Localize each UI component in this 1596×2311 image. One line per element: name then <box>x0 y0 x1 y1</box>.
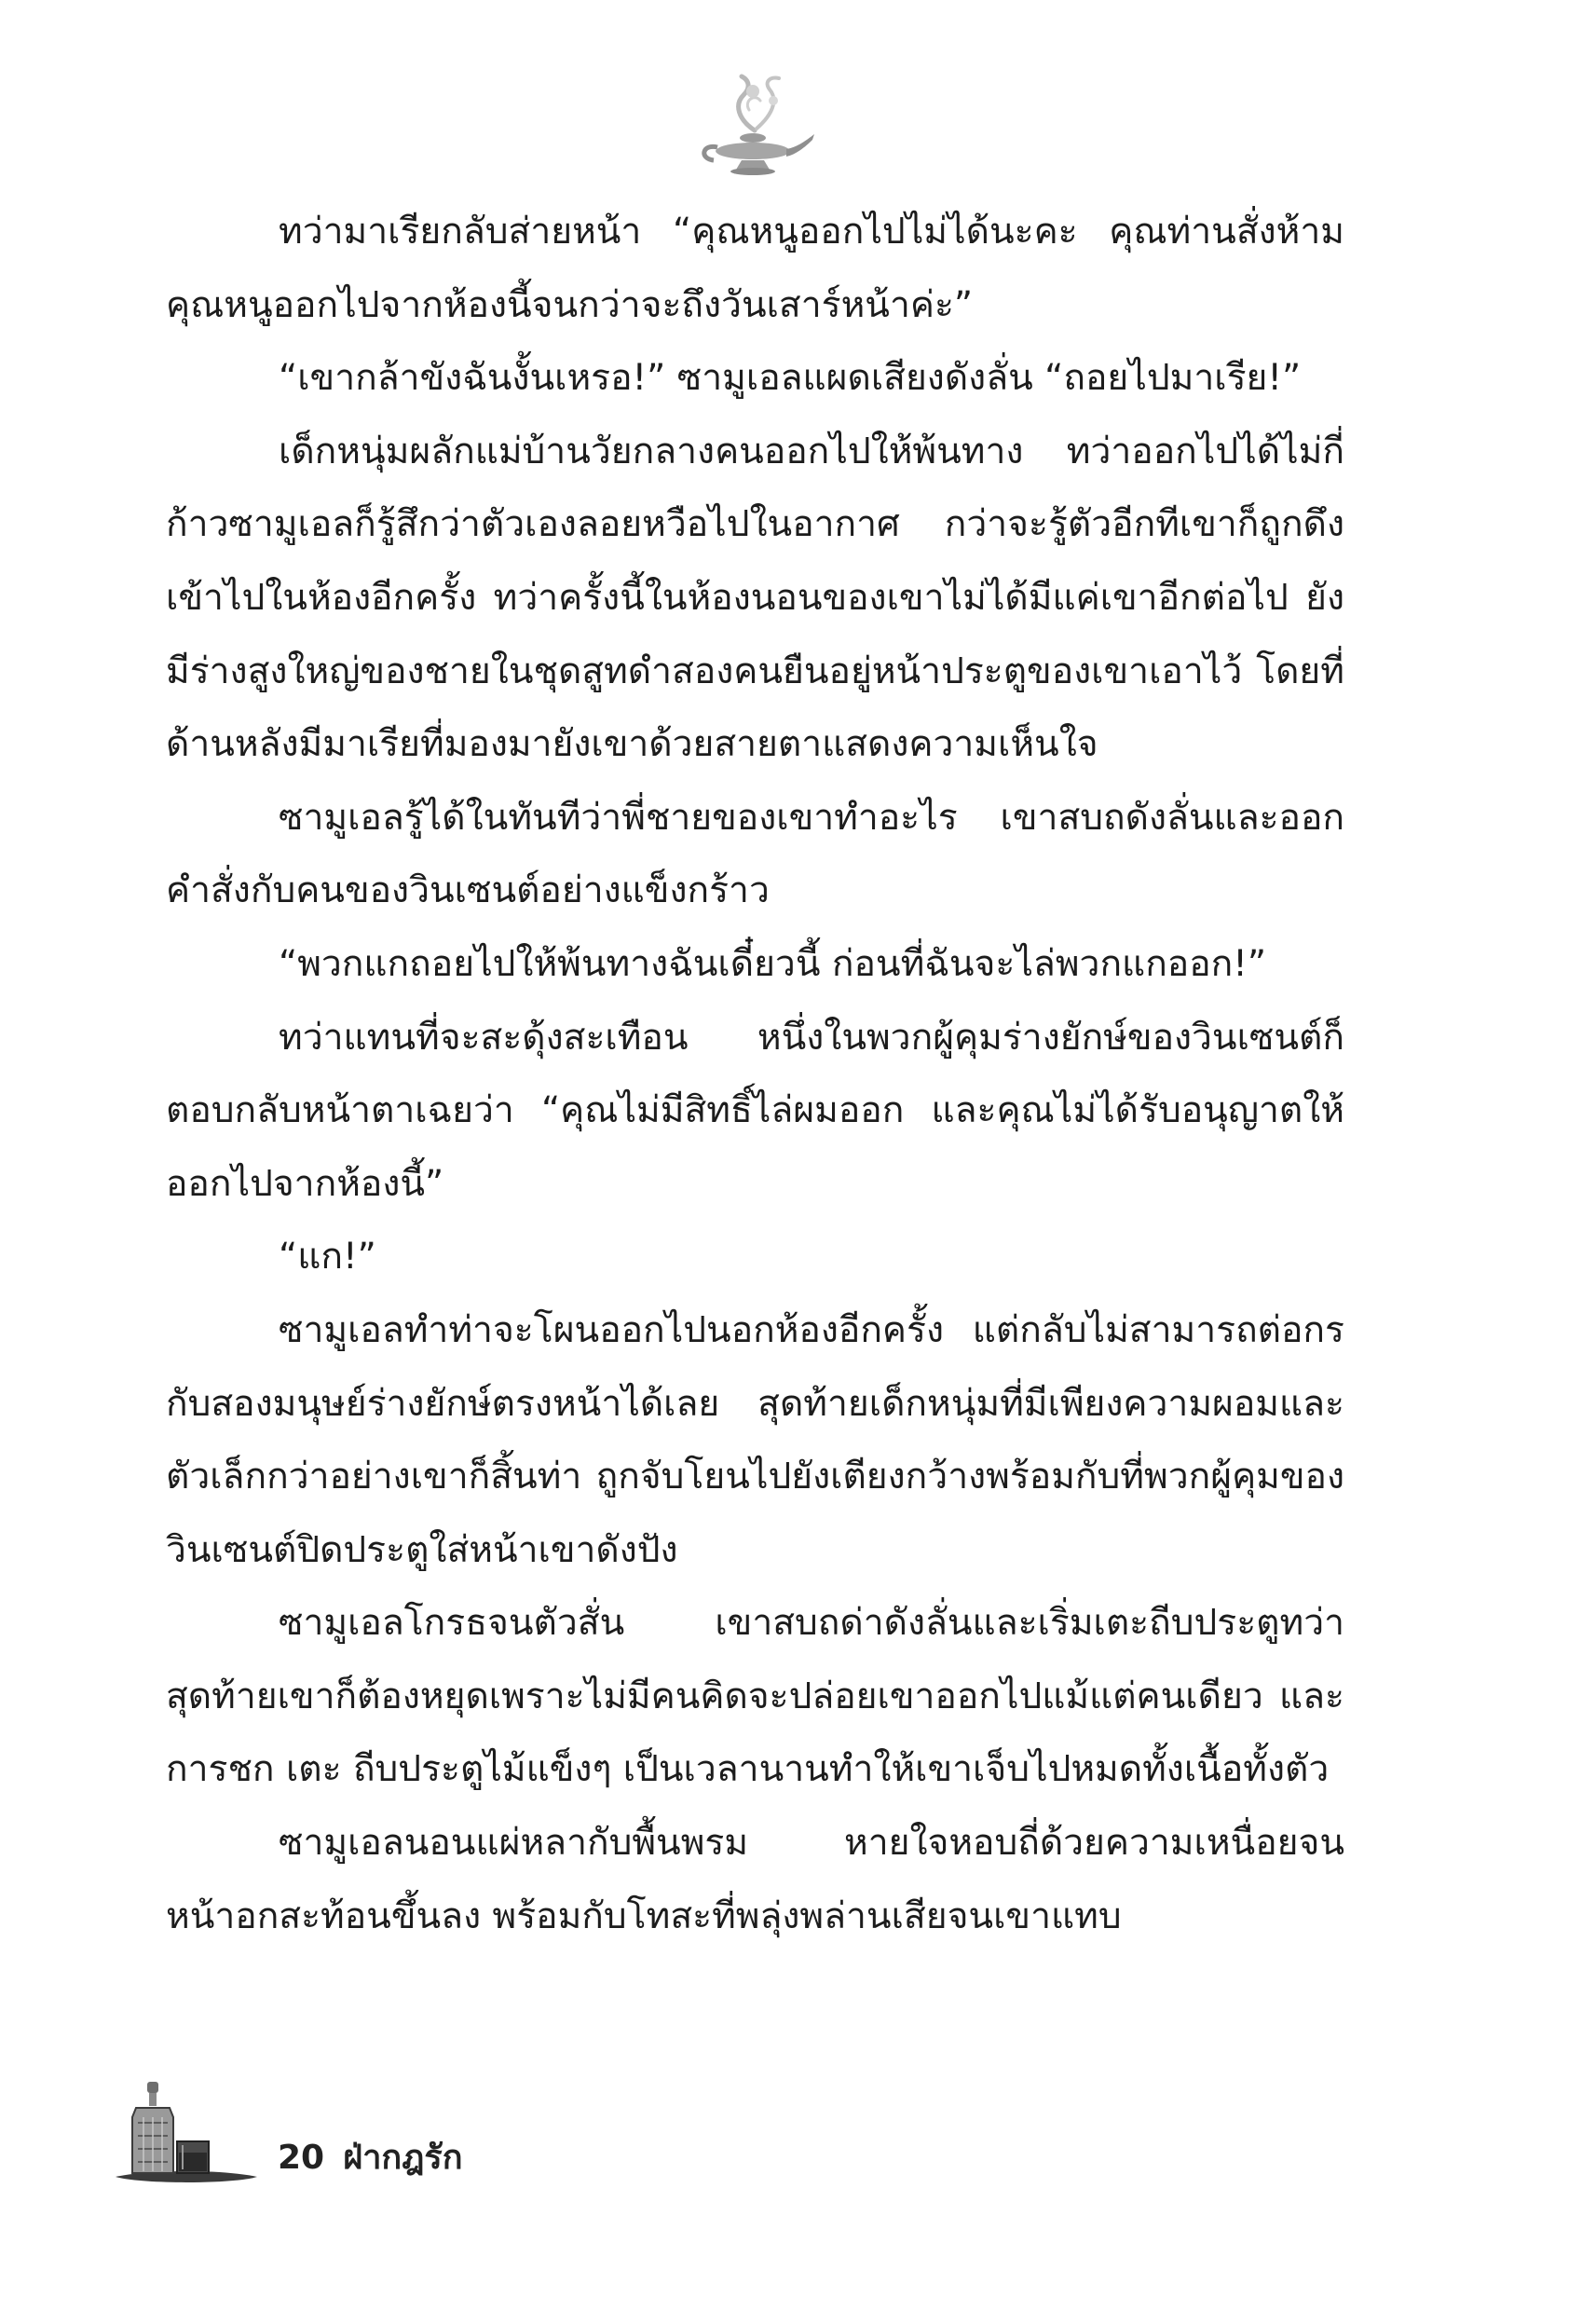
genie-lamp-icon <box>689 73 820 185</box>
paragraph: “พวกแกถอยไปให้พ้นทางฉันเดี๋ยวนี้ ก่อนที่ฉันจะไล่พวกแกออก!” <box>279 942 1267 985</box>
whisky-decanter-icon <box>112 2076 261 2188</box>
page-footer <box>112 2076 671 2188</box>
page-number: 20 <box>278 2139 325 2177</box>
folio <box>278 2130 463 2183</box>
paragraph: ซามูเอลโกรธจนตัวสั่น เขาสบถด่าดังลั่นและเริ่มเตะถีบประตูทว่าสุดท้ายเขาก็ต้องหยุดเพราะไม่มีคนคิดจะปล่อยเขาออกไปแม้แต่คนเดียว และการชก เตะ ถีบประตูไม้แข็งๆ เป็นเวลานานทำให้เขาเจ็บไปหมดทั้งเนื้อทั้งตัว <box>166 1602 1344 1791</box>
paragraph: ทว่าแทนที่จะสะดุ้งสะเทือน หนึ่งในพวกผู้คุมร่างยักษ์ของวินเซนต์ก็ตอบกลับหน้าตาเฉยว่า “คุณไม่มีสิทธิ์ไล่ผมออก และคุณไม่ได้รับอนุญาตให้ออกไปจากห้องนี้” <box>166 1016 1344 1205</box>
paragraph: “แก!” <box>279 1236 376 1279</box>
body-text <box>166 196 1344 1953</box>
paragraph: เด็กหนุ่มผลักแม่บ้านวัยกลางคนออกไปให้พ้นทาง ทว่าออกไปได้ไม่กี่ก้าวซามูเอลก็รู้สึกว่าตัวเองลอยหวือไปในอากาศ กว่าจะรู้ตัวอีกทีเขาก็ถูกดึงเข้าไปในห้องอีกครั้ง ทว่าครั้งนี้ในห้องนอนของเขาไม่ได้มีแค่เขาอีกต่อไป ยังมีร่างสูงใหญ่ของชายในชุดสูทดำสองคนยืนอยู่หน้าประตูของเขาเอาไว้ โดยที่ด้านหลังมีมาเรียที่มองมายังเขาด้วยสายตาแสดงความเห็นใจ <box>166 430 1344 766</box>
paragraph: ทว่ามาเรียกลับส่ายหน้า “คุณหนูออกไปไม่ได้นะคะ คุณท่านสั่งห้ามคุณหนูออกไปจากห้องนี้จนกว่าจะถึงวันเสาร์หน้าค่ะ” <box>166 211 1344 326</box>
paragraph: ซามูเอลรู้ได้ในทันทีว่าพี่ชายของเขาทำอะไร เขาสบถดังลั่นและออกคำสั่งกับคนของวินเซนต์อย่างแข็งกร้าว <box>166 796 1344 912</box>
book-title: ฝ่ากฎรัก <box>343 2139 463 2177</box>
paragraph: “เขากล้าขังฉันงั้นเหรอ!” ซามูเอลแผดเสียงดังลั่น “ถอยไปมาเรีย!” <box>279 357 1302 400</box>
paragraph: ซามูเอลทำท่าจะโผนออกไปนอกห้องอีกครั้ง แต่กลับไม่สามารถต่อกรกับสองมนุษย์ร่างยักษ์ตรงหน้าได้เลย สุดท้ายเด็กหนุ่มที่มีเพียงความผอมและตัวเล็กกว่าอย่างเขาก็สิ้นท่า ถูกจับโยนไปยังเตียงกว้างพร้อมกับที่พวกผู้คุมของวินเซนต์ปิดประตูใส่หน้าเขาดังปัง <box>166 1308 1344 1571</box>
paragraph: ซามูเอลนอนแผ่หลากับพื้นพรม หายใจหอบถี่ด้วยความเหนื่อยจนหน้าอกสะท้อนขึ้นลง พร้อมกับโทสะที่พลุ่งพล่านเสียจนเขาแทบ <box>166 1822 1344 1937</box>
